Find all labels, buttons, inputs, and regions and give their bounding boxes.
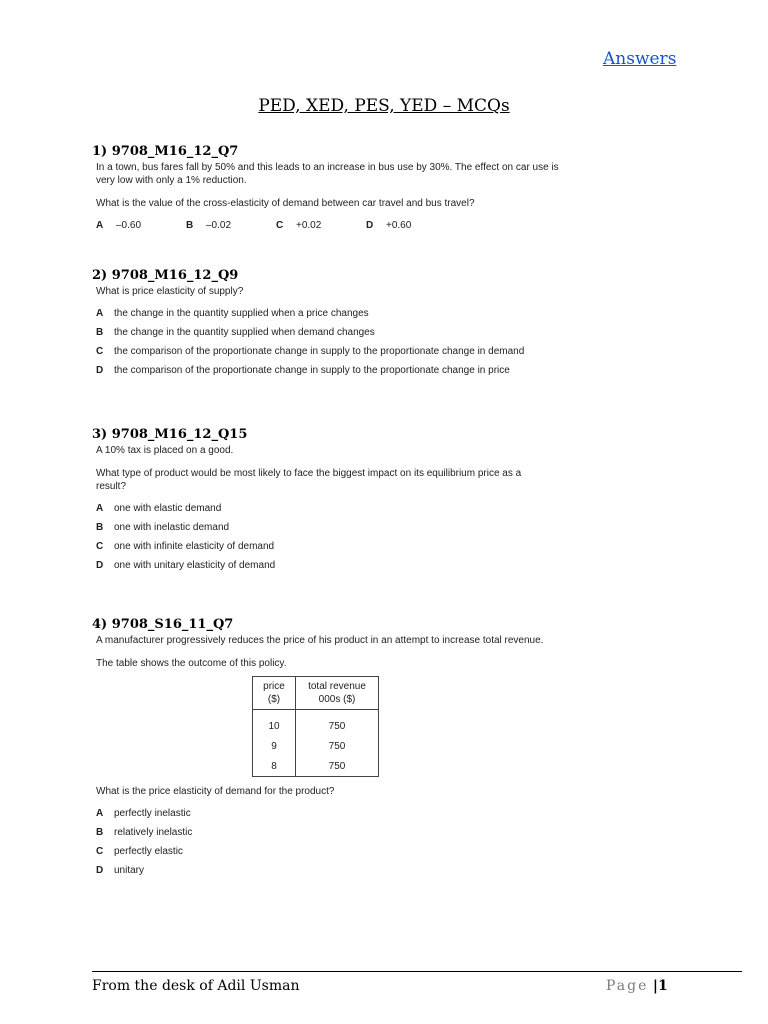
page-number-value: 1 [657, 978, 668, 994]
question-prompt: The table shows the outcome of this policy. [96, 658, 287, 669]
option-b: B relatively inelastic [96, 827, 193, 838]
options-list [92, 308, 562, 376]
question-2 [92, 267, 562, 384]
footer-divider [92, 971, 742, 972]
options-row [96, 220, 562, 231]
question-heading: 2) 9708_M16_12_Q9 [92, 268, 239, 283]
option-b: B –0.02 [186, 220, 232, 231]
footer-author: From the desk of Adil Usman [92, 978, 300, 994]
option-c: C perfectly elastic [96, 846, 183, 857]
option-d: D +0.60 [366, 220, 412, 231]
question-1 [92, 143, 562, 231]
option-c: C one with infinite elasticity of demand [96, 541, 275, 552]
answers-link[interactable]: Answers [603, 49, 677, 69]
options-list [92, 808, 562, 876]
table-header-price: price ($) [253, 677, 296, 710]
question-heading: 3) 9708_M16_12_Q15 [92, 427, 248, 442]
option-d: D unitary [96, 865, 145, 876]
table-header-revenue: total revenue 000s ($) [296, 677, 379, 710]
price-revenue-table [252, 676, 379, 777]
question-3 [92, 426, 562, 579]
table-cell: 750 [296, 736, 379, 756]
table-cell: 750 [296, 710, 379, 737]
question-stem: A 10% tax is placed on a good. [96, 445, 234, 456]
option-d: D the comparison of the proportionate change in supply to the proportionate change in price [96, 365, 510, 376]
question-prompt: What is the price elasticity of demand for the product? [96, 786, 335, 797]
option-c: C the comparison of the proportionate change in supply to the proportionate change in demand [96, 346, 525, 357]
question-stem: A manufacturer progressively reduces the price of his product in an attempt to increase total revenue. [96, 635, 544, 646]
option-c: C +0.02 [276, 220, 322, 231]
option-b: B the change in the quantity supplied when demand changes [96, 327, 375, 338]
question-heading: 1) 9708_M16_12_Q7 [92, 144, 239, 159]
table-row [253, 736, 379, 756]
question-prompt: What is the value of the cross-elasticity of demand between car travel and bus travel? [96, 198, 475, 209]
page-number [606, 978, 668, 994]
table-cell: 8 [253, 756, 296, 777]
question-stem: In a town, bus fares fall by 50% and this leads to an increase in bus use by 30%. The effect on car use is very low with only a 1% reduction. [96, 162, 559, 186]
page-title: PED, XED, PES, YED – MCQs [258, 96, 510, 116]
table-cell: 9 [253, 736, 296, 756]
table-row [253, 710, 379, 737]
option-a: A the change in the quantity supplied when a price changes [96, 308, 369, 319]
options-list [92, 503, 562, 571]
page-separator: | [652, 978, 658, 994]
option-a: A perfectly inelastic [96, 808, 191, 819]
page-label: Page [606, 978, 649, 994]
question-stem: What is price elasticity of supply? [96, 286, 244, 297]
question-4 [92, 616, 562, 884]
option-a: A –0.60 [96, 220, 142, 231]
question-prompt: What type of product would be most likely to face the biggest impact on its equilibrium price as a result? [96, 468, 522, 492]
question-heading: 4) 9708_S16_11_Q7 [92, 617, 234, 632]
table-cell: 10 [253, 710, 296, 737]
option-d: D one with unitary elasticity of demand [96, 560, 276, 571]
table-row [253, 756, 379, 777]
table-cell: 750 [296, 756, 379, 777]
option-b: B one with inelastic demand [96, 522, 230, 533]
option-a: A one with elastic demand [96, 503, 222, 514]
